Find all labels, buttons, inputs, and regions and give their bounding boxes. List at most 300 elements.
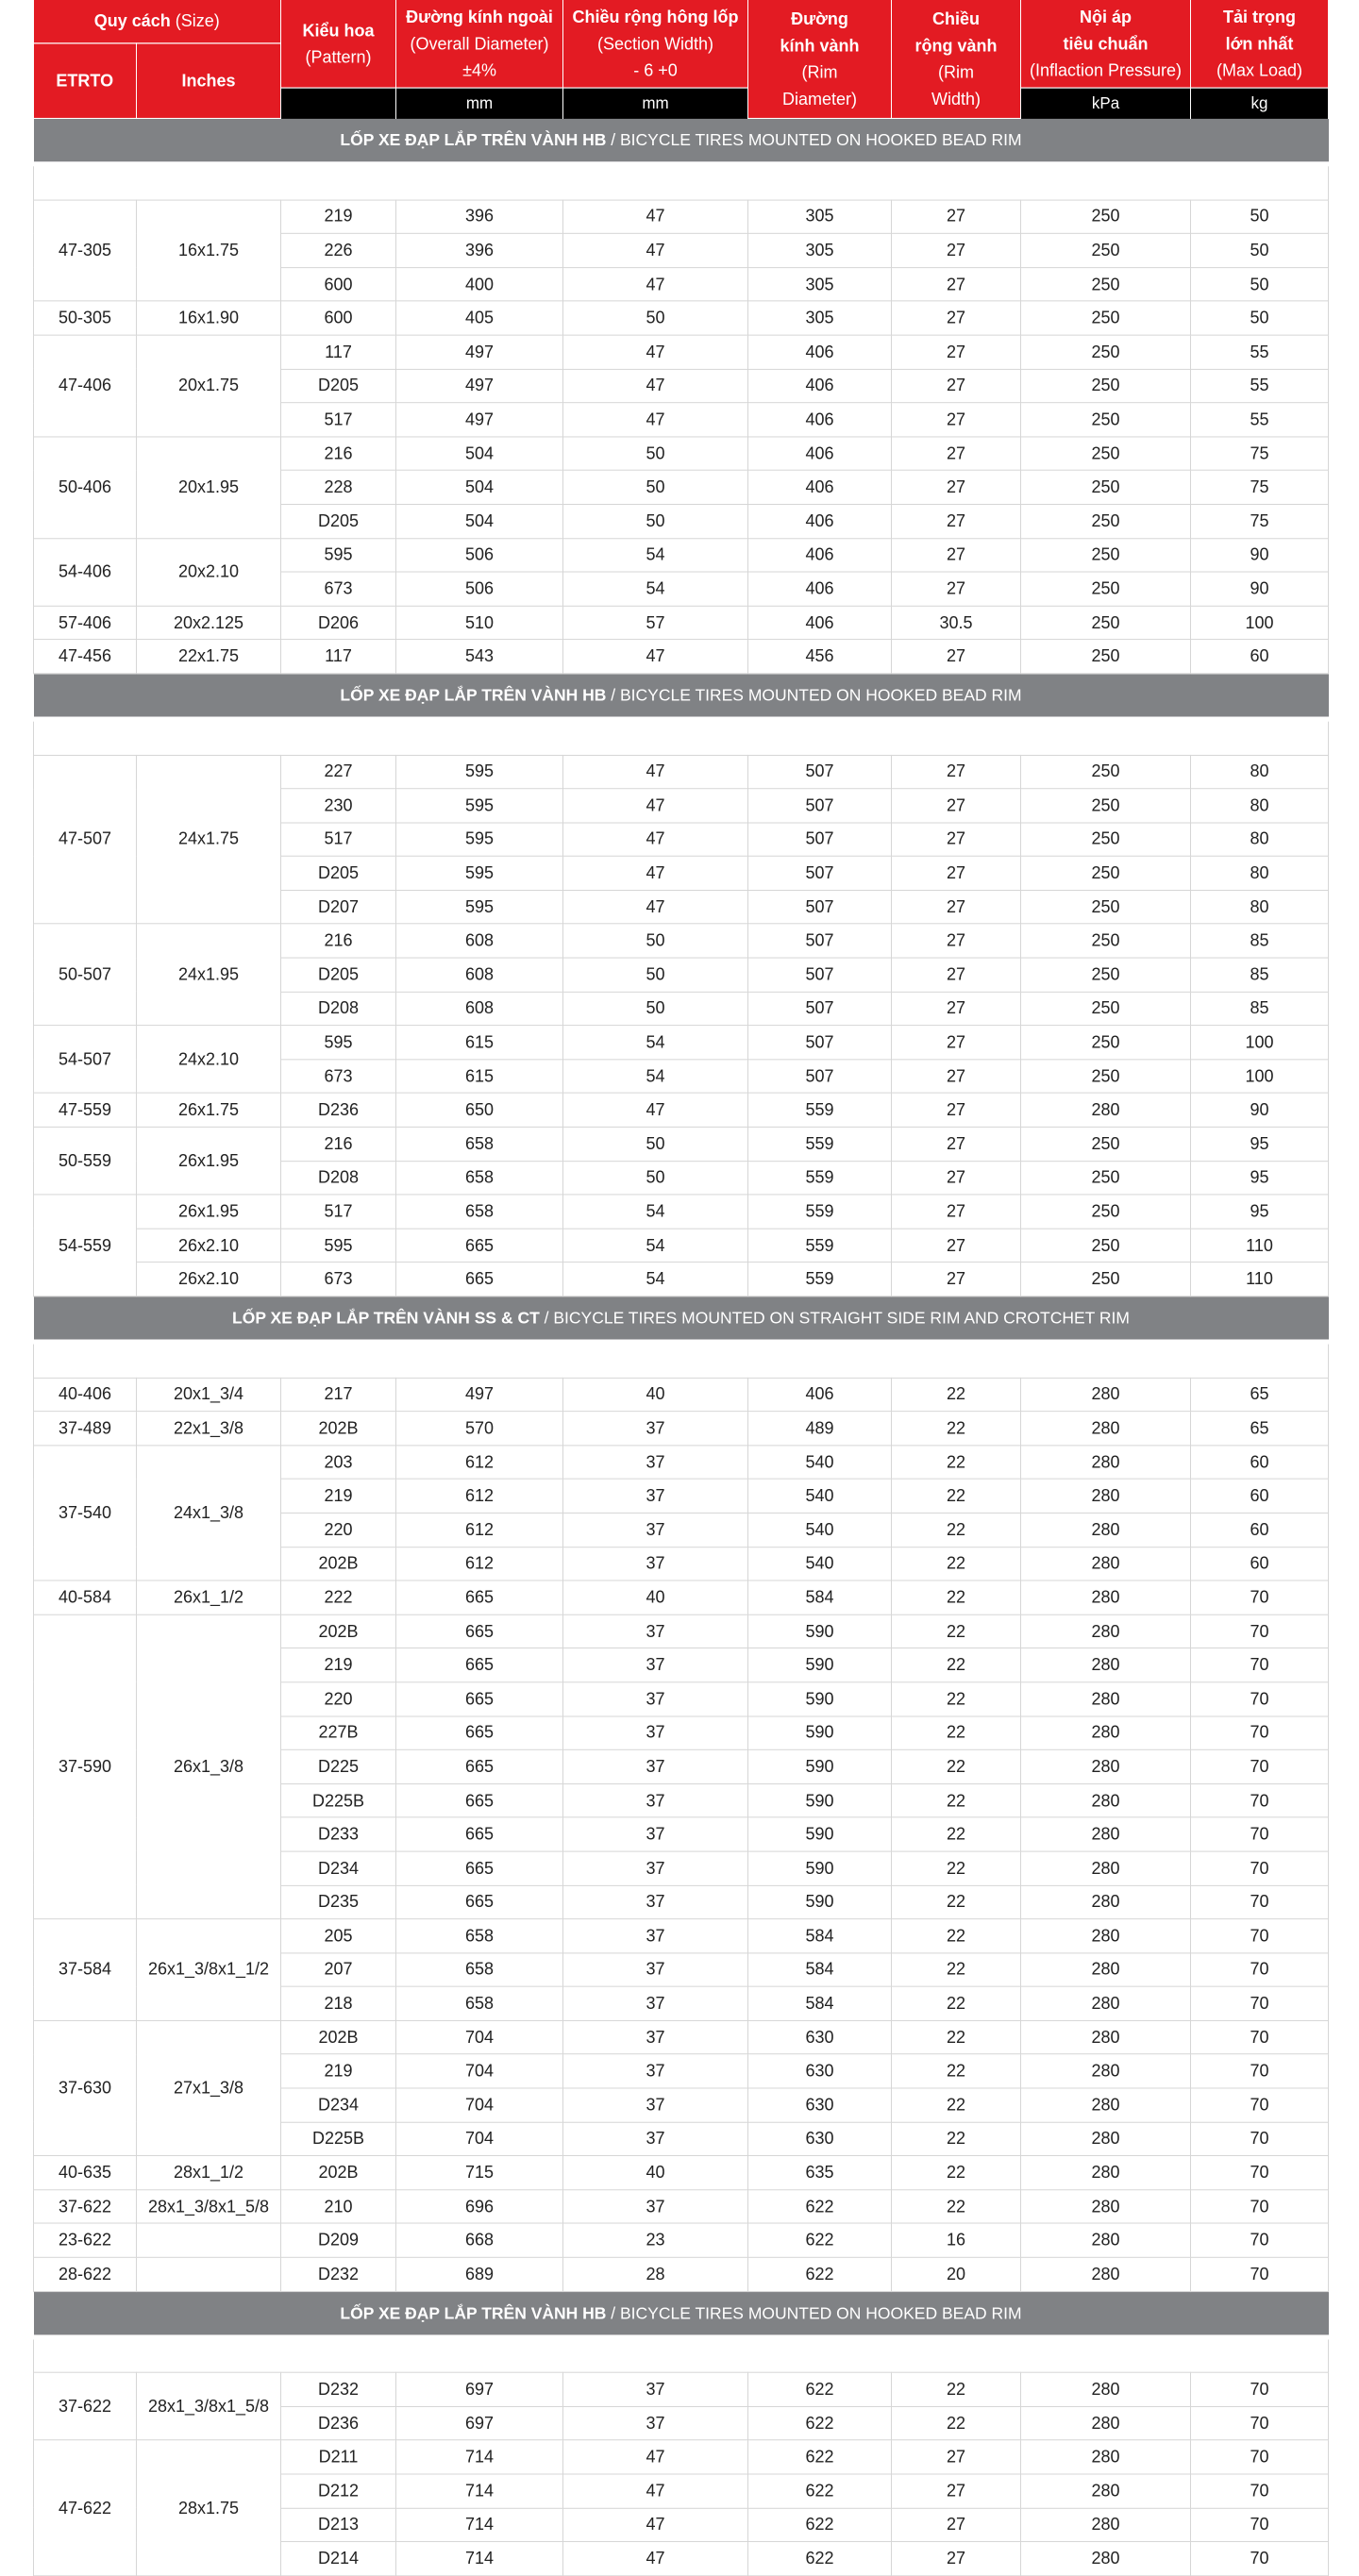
- rim-width-cell: 22: [892, 1783, 1021, 1817]
- rim-width-cell: 27: [892, 924, 1021, 958]
- rim-width-cell: 30.5: [892, 606, 1021, 640]
- spacer-row: [34, 164, 1329, 200]
- section-title-en: / BICYCLE TIRES MOUNTED ON HOOKED BEAD RIM: [606, 2302, 1022, 2322]
- rim-width-cell: 22: [892, 1682, 1021, 1716]
- section-width-cell: 54: [563, 572, 748, 606]
- pattern-cell: D233: [281, 1817, 396, 1851]
- etrto-cell: 47-456: [34, 640, 137, 674]
- section-width-cell: 47: [563, 823, 748, 857]
- rim-width-cell: 22: [892, 1817, 1021, 1851]
- overall-diameter-cell: 506: [396, 538, 563, 572]
- etrto-cell: 37-590: [34, 1614, 137, 1919]
- overall-diameter-cell: 658: [396, 1161, 563, 1195]
- table-row: [34, 924, 1329, 958]
- overall-diameter-cell: 612: [396, 1480, 563, 1514]
- pattern-cell: 219: [281, 200, 396, 234]
- pattern-cell: 202B: [281, 1614, 396, 1648]
- rim-width-cell: 27: [892, 200, 1021, 234]
- inches-cell: 26x2.10: [137, 1263, 281, 1296]
- table-header: [34, 0, 1329, 118]
- section-title-vi: LỐP XE ĐẠP LẮP TRÊN VÀNH HB: [340, 2302, 607, 2322]
- inflation-pressure-cell: 250: [1021, 1229, 1191, 1263]
- spacer-cell: [34, 164, 1329, 200]
- inflation-pressure-header-en: (Inflaction Pressure): [1029, 60, 1183, 80]
- overall-diameter-header-vi: Đường kính ngoài: [406, 7, 553, 26]
- section-width-cell: 54: [563, 1229, 748, 1263]
- max-load-cell: 70: [1191, 2474, 1329, 2508]
- inches-cell: 20x1_3/4: [137, 1378, 281, 1412]
- etrto-cell: 37-584: [34, 1919, 137, 2021]
- max-load-cell: 70: [1191, 2372, 1329, 2406]
- section-width-cell: 47: [563, 234, 748, 268]
- inflation-pressure-cell: 280: [1021, 1614, 1191, 1648]
- pattern-cell: 202B: [281, 1547, 396, 1581]
- pattern-cell: D208: [281, 992, 396, 1026]
- rim-width-cell: 22: [892, 1986, 1021, 2020]
- overall-diameter-cell: 608: [396, 992, 563, 1026]
- pattern-cell: 219: [281, 1480, 396, 1514]
- rim-width-cell: 27: [892, 369, 1021, 403]
- pattern-cell: D232: [281, 2257, 396, 2291]
- max-load-cell: 75: [1191, 437, 1329, 471]
- rim-diameter-cell: 622: [748, 2257, 892, 2291]
- rim-width-cell: 22: [892, 2156, 1021, 2190]
- section-width-cell: 50: [563, 1161, 748, 1195]
- rim-width-cell: 22: [892, 1513, 1021, 1547]
- inflation-pressure-cell: 250: [1021, 890, 1191, 924]
- rim-diameter-cell: 590: [748, 1817, 892, 1851]
- section-width-cell: 50: [563, 924, 748, 958]
- rim-width-cell: 27: [892, 2508, 1021, 2542]
- spacer-cell: [34, 2337, 1329, 2373]
- pattern-cell: D205: [281, 857, 396, 891]
- inflation-pressure-cell: 250: [1021, 335, 1191, 369]
- pattern-cell: 595: [281, 538, 396, 572]
- section-title-vi: LỐP XE ĐẠP LẮP TRÊN VÀNH HB: [340, 685, 607, 705]
- inches-cell: 26x1.95: [137, 1127, 281, 1195]
- max-load-cell: 70: [1191, 2156, 1329, 2190]
- section-header-group: [34, 118, 1329, 163]
- rim-diameter-cell: 507: [748, 1060, 892, 1094]
- pattern-cell: 219: [281, 2054, 396, 2088]
- inches-cell: 22x1.75: [137, 640, 281, 674]
- rim-width-cell: 22: [892, 1885, 1021, 1919]
- pattern-cell: 517: [281, 823, 396, 857]
- inflation-pressure-cell: 280: [1021, 1547, 1191, 1581]
- section-width-cell: 47: [563, 1094, 748, 1128]
- pattern-cell: 227: [281, 755, 396, 789]
- max-load-cell: 75: [1191, 504, 1329, 538]
- inflation-pressure-cell: 280: [1021, 2122, 1191, 2156]
- section-width-cell: 50: [563, 504, 748, 538]
- rim-diameter-cell: 635: [748, 2156, 892, 2190]
- section-width-cell: 54: [563, 1195, 748, 1229]
- pattern-cell: D205: [281, 369, 396, 403]
- max-load-cell: 85: [1191, 924, 1329, 958]
- section-width-cell: 40: [563, 2156, 748, 2190]
- pattern-cell: 595: [281, 1229, 396, 1263]
- rim-width-cell: 22: [892, 1412, 1021, 1446]
- max-load-cell: 90: [1191, 538, 1329, 572]
- rim-diameter-cell: 559: [748, 1195, 892, 1229]
- rim-width-cell: 27: [892, 2542, 1021, 2576]
- section-width-cell: 50: [563, 958, 748, 992]
- rim-diameter-cell: 590: [748, 1716, 892, 1750]
- rim-diameter-cell: 305: [748, 234, 892, 268]
- inches-cell: 26x1.95: [137, 1195, 281, 1229]
- inflation-pressure-cell: 280: [1021, 1094, 1191, 1128]
- rim-diameter-cell: 584: [748, 1986, 892, 2020]
- rim-diameter-cell: 630: [748, 2020, 892, 2054]
- rim-width-cell: 22: [892, 2020, 1021, 2054]
- section-width-cell: 47: [563, 640, 748, 674]
- overall-diameter-cell: 697: [396, 2406, 563, 2440]
- overall-diameter-cell: 696: [396, 2190, 563, 2224]
- section-width-header: [563, 0, 748, 88]
- inflation-pressure-cell: 280: [1021, 1480, 1191, 1514]
- rim-diameter-cell: 406: [748, 504, 892, 538]
- max-load-cell: 70: [1191, 1648, 1329, 1682]
- overall-diameter-tolerance: ±4%: [462, 60, 496, 80]
- overall-diameter-cell: 497: [396, 403, 563, 437]
- table-row: [34, 1263, 1329, 1296]
- rim-width-cell: 27: [892, 1161, 1021, 1195]
- section-width-cell: 47: [563, 2440, 748, 2474]
- rim-diameter-cell: 305: [748, 267, 892, 301]
- table-row: [34, 1378, 1329, 1412]
- section-width-cell: 47: [563, 890, 748, 924]
- table-row: [34, 2372, 1329, 2406]
- pattern-cell: D206: [281, 606, 396, 640]
- rim-diameter-header-en-1: (Rim: [801, 62, 838, 82]
- rim-diameter-cell: 622: [748, 2542, 892, 2576]
- inches-cell: 26x2.10: [137, 1229, 281, 1263]
- overall-diameter-cell: 396: [396, 200, 563, 234]
- rim-diameter-cell: 559: [748, 1161, 892, 1195]
- inflation-pressure-cell: 280: [1021, 2156, 1191, 2190]
- pattern-cell: 202B: [281, 2020, 396, 2054]
- inflation-pressure-cell: 280: [1021, 2223, 1191, 2257]
- overall-diameter-cell: 612: [396, 1446, 563, 1480]
- rim-diameter-cell: 507: [748, 823, 892, 857]
- max-load-cell: 60: [1191, 1446, 1329, 1480]
- pattern-cell: 117: [281, 335, 396, 369]
- etrto-cell: 28-622: [34, 2257, 137, 2291]
- max-load-cell: 70: [1191, 2190, 1329, 2224]
- section-title-en: / BICYCLE TIRES MOUNTED ON STRAIGHT SIDE RIM AND CROTCHET RIM: [539, 1308, 1130, 1328]
- inches-cell: 24x1.95: [137, 924, 281, 1026]
- max-load-header-vi-1: Tải trọng: [1223, 7, 1297, 26]
- overall-diameter-cell: 504: [396, 504, 563, 538]
- max-load-cell: 70: [1191, 2223, 1329, 2257]
- rim-width-cell: 27: [892, 992, 1021, 1026]
- overall-diameter-cell: 665: [396, 1648, 563, 1682]
- overall-diameter-cell: 704: [396, 2122, 563, 2156]
- max-load-cell: 65: [1191, 1378, 1329, 1412]
- rim-width-cell: 27: [892, 403, 1021, 437]
- spacer-cell: [34, 719, 1329, 755]
- inches-cell: 28x1_3/8x1_5/8: [137, 2372, 281, 2440]
- spacer-row: [34, 1342, 1329, 1378]
- inflation-pressure-cell: 250: [1021, 1127, 1191, 1161]
- max-load-cell: 60: [1191, 1513, 1329, 1547]
- rim-diameter-cell: 406: [748, 606, 892, 640]
- overall-diameter-unit: mm: [396, 88, 563, 119]
- pattern-unit-cell: [281, 88, 396, 119]
- overall-diameter-cell: 615: [396, 1060, 563, 1094]
- inflation-pressure-cell: 280: [1021, 1446, 1191, 1480]
- pattern-cell: D234: [281, 2088, 396, 2122]
- table-row: [34, 1581, 1329, 1614]
- inflation-pressure-cell: 280: [1021, 2508, 1191, 2542]
- inflation-pressure-cell: 280: [1021, 2406, 1191, 2440]
- section-width-cell: 57: [563, 606, 748, 640]
- overall-diameter-cell: 658: [396, 1986, 563, 2020]
- max-load-cell: 85: [1191, 992, 1329, 1026]
- rim-diameter-cell: 456: [748, 640, 892, 674]
- section-width-cell: 37: [563, 2190, 748, 2224]
- table-row: [34, 1127, 1329, 1161]
- inflation-pressure-cell: 280: [1021, 2190, 1191, 2224]
- etrto-cell: 50-507: [34, 924, 137, 1026]
- inches-cell: 28x1.75: [137, 2440, 281, 2575]
- pattern-cell: 205: [281, 1919, 396, 1953]
- rim-width-cell: 27: [892, 1229, 1021, 1263]
- section-header-group: [34, 2291, 1329, 2336]
- pattern-cell: D207: [281, 890, 396, 924]
- table-row: [34, 2223, 1329, 2257]
- max-load-cell: 80: [1191, 857, 1329, 891]
- inflation-pressure-cell: 280: [1021, 1682, 1191, 1716]
- section-width-unit: mm: [563, 88, 748, 119]
- tire-spec-table: [33, 0, 1329, 2576]
- table-row: [34, 301, 1329, 335]
- etrto-cell: 37-489: [34, 1412, 137, 1446]
- max-load-cell: 70: [1191, 1851, 1329, 1885]
- section-width-cell: 47: [563, 369, 748, 403]
- section-width-cell: 37: [563, 1614, 748, 1648]
- section-width-cell: 37: [563, 1648, 748, 1682]
- overall-diameter-cell: 504: [396, 471, 563, 505]
- pattern-cell: 222: [281, 1581, 396, 1614]
- inflation-pressure-cell: 280: [1021, 1648, 1191, 1682]
- section-data: [34, 1342, 1329, 2291]
- overall-diameter-cell: 612: [396, 1547, 563, 1581]
- section-header: [34, 118, 1329, 163]
- rim-diameter-cell: 540: [748, 1480, 892, 1514]
- pattern-cell: 517: [281, 1195, 396, 1229]
- rim-width-cell: 27: [892, 1060, 1021, 1094]
- pattern-cell: 216: [281, 437, 396, 471]
- rim-width-header-en-1: (Rim: [938, 62, 975, 82]
- rim-width-cell: 27: [892, 301, 1021, 335]
- max-load-cell: 80: [1191, 890, 1329, 924]
- section-width-cell: 37: [563, 1986, 748, 2020]
- rim-diameter-cell: 590: [748, 1783, 892, 1817]
- max-load-cell: 70: [1191, 2088, 1329, 2122]
- max-load-cell: 70: [1191, 2440, 1329, 2474]
- inflation-pressure-cell: 250: [1021, 471, 1191, 505]
- section-width-cell: 47: [563, 755, 748, 789]
- overall-diameter-cell: 704: [396, 2020, 563, 2054]
- pattern-cell: 203: [281, 1446, 396, 1480]
- rim-width-cell: 27: [892, 823, 1021, 857]
- inches-cell: 26x1_1/2: [137, 1581, 281, 1614]
- inches-cell: 26x1_3/8: [137, 1614, 281, 1919]
- etrto-cell: 57-406: [34, 606, 137, 640]
- max-load-cell: 70: [1191, 1716, 1329, 1750]
- etrto-cell: 47-406: [34, 335, 137, 437]
- section-header-group: [34, 1296, 1329, 1342]
- rim-width-cell: 27: [892, 471, 1021, 505]
- overall-diameter-cell: 543: [396, 640, 563, 674]
- inches-cell: 26x1_3/8x1_1/2: [137, 1919, 281, 2021]
- overall-diameter-cell: 400: [396, 267, 563, 301]
- etrto-cell: 23-622: [34, 2223, 137, 2257]
- max-load-cell: 90: [1191, 572, 1329, 606]
- rim-width-cell: 27: [892, 1127, 1021, 1161]
- rim-diameter-cell: 559: [748, 1229, 892, 1263]
- pattern-cell: 207: [281, 1953, 396, 1987]
- inflation-pressure-cell: 280: [1021, 1919, 1191, 1953]
- max-load-cell: 95: [1191, 1127, 1329, 1161]
- max-load-cell: 80: [1191, 789, 1329, 823]
- section-header-row: [34, 674, 1329, 719]
- overall-diameter-cell: 506: [396, 572, 563, 606]
- rim-width-cell: 27: [892, 1094, 1021, 1128]
- overall-diameter-cell: 612: [396, 1513, 563, 1547]
- max-load-cell: 70: [1191, 2257, 1329, 2291]
- max-load-cell: 50: [1191, 234, 1329, 268]
- inflation-pressure-cell: 280: [1021, 1412, 1191, 1446]
- table-row: [34, 1094, 1329, 1128]
- inches-cell: 26x1.75: [137, 1094, 281, 1128]
- inflation-pressure-cell: 280: [1021, 1986, 1191, 2020]
- max-load-cell: 70: [1191, 2406, 1329, 2440]
- size-header: [34, 0, 281, 42]
- section-width-cell: 37: [563, 1817, 748, 1851]
- inches-cell: 24x1_3/8: [137, 1446, 281, 1581]
- inflation-pressure-cell: 280: [1021, 1885, 1191, 1919]
- overall-diameter-cell: 497: [396, 335, 563, 369]
- rim-diameter-cell: 540: [748, 1446, 892, 1480]
- inflation-pressure-cell: 250: [1021, 538, 1191, 572]
- pattern-cell: D234: [281, 1851, 396, 1885]
- max-load-cell: 60: [1191, 640, 1329, 674]
- section-width-header-vi: Chiều rộng hông lốp: [572, 7, 739, 26]
- section-width-cell: 37: [563, 1783, 748, 1817]
- inflation-pressure-cell: 250: [1021, 1026, 1191, 1060]
- etrto-cell: 54-507: [34, 1026, 137, 1094]
- rim-width-cell: 27: [892, 1195, 1021, 1229]
- max-load-cell: 70: [1191, 2020, 1329, 2054]
- table-row: [34, 1229, 1329, 1263]
- section-width-cell: 37: [563, 1885, 748, 1919]
- rim-diameter-cell: 590: [748, 1682, 892, 1716]
- section-width-cell: 50: [563, 471, 748, 505]
- max-load-cell: 100: [1191, 1060, 1329, 1094]
- section-width-cell: 50: [563, 437, 748, 471]
- inflation-pressure-cell: 280: [1021, 2020, 1191, 2054]
- table-row: [34, 1919, 1329, 1953]
- rim-diameter-cell: 406: [748, 1378, 892, 1412]
- section-width-cell: 23: [563, 2223, 748, 2257]
- section-header-group: [34, 674, 1329, 719]
- rim-width-cell: 22: [892, 1953, 1021, 1987]
- rim-width-cell: 22: [892, 2088, 1021, 2122]
- rim-width-cell: 22: [892, 1480, 1021, 1514]
- spacer-row: [34, 719, 1329, 755]
- etrto-cell: 47-559: [34, 1094, 137, 1128]
- inflation-pressure-cell: 280: [1021, 2054, 1191, 2088]
- size-header-vi: Quy cách: [93, 11, 171, 31]
- max-load-cell: 110: [1191, 1263, 1329, 1296]
- etrto-cell: 40-406: [34, 1378, 137, 1412]
- inches-cell: 24x2.10: [137, 1026, 281, 1094]
- inflation-pressure-cell: 250: [1021, 403, 1191, 437]
- section-data: [34, 164, 1329, 674]
- overall-diameter-cell: 595: [396, 789, 563, 823]
- overall-diameter-cell: 665: [396, 1581, 563, 1614]
- inflation-pressure-cell: 250: [1021, 1060, 1191, 1094]
- overall-diameter-cell: 608: [396, 924, 563, 958]
- overall-diameter-cell: 689: [396, 2257, 563, 2291]
- rim-width-cell: 27: [892, 1026, 1021, 1060]
- rim-diameter-cell: 559: [748, 1094, 892, 1128]
- section-width-cell: 37: [563, 2020, 748, 2054]
- overall-diameter-cell: 658: [396, 1953, 563, 1987]
- pattern-cell: 673: [281, 1060, 396, 1094]
- inflation-pressure-cell: 250: [1021, 234, 1191, 268]
- table-row: [34, 2440, 1329, 2474]
- etrto-cell: 37-540: [34, 1446, 137, 1581]
- overall-diameter-cell: 405: [396, 301, 563, 335]
- table-row: [34, 335, 1329, 369]
- overall-diameter-cell: 714: [396, 2474, 563, 2508]
- rim-diameter-cell: 622: [748, 2223, 892, 2257]
- section-width-cell: 47: [563, 2508, 748, 2542]
- max-load-cell: 70: [1191, 2122, 1329, 2156]
- rim-diameter-cell: 406: [748, 572, 892, 606]
- overall-diameter-cell: 595: [396, 755, 563, 789]
- rim-width-cell: 27: [892, 958, 1021, 992]
- etrto-cell: 37-630: [34, 2020, 137, 2155]
- section-width-cell: 40: [563, 1378, 748, 1412]
- inches-cell: 20x2.10: [137, 538, 281, 606]
- section-width-cell: 37: [563, 2122, 748, 2156]
- overall-diameter-cell: 714: [396, 2542, 563, 2576]
- section-width-cell: 47: [563, 403, 748, 437]
- rim-width-cell: 22: [892, 1716, 1021, 1750]
- rim-diameter-header-en-2: Diameter): [782, 89, 858, 109]
- section-title-en: / BICYCLE TIRES MOUNTED ON HOOKED BEAD RIM: [606, 130, 1022, 150]
- rim-width-cell: 22: [892, 1446, 1021, 1480]
- rim-width-cell: 22: [892, 2372, 1021, 2406]
- rim-diameter-cell: 584: [748, 1953, 892, 1987]
- inches-cell: [137, 2257, 281, 2291]
- inflation-pressure-cell: 250: [1021, 857, 1191, 891]
- max-load-cell: 90: [1191, 1094, 1329, 1128]
- rim-width-header: [892, 0, 1021, 118]
- rim-width-cell: 27: [892, 640, 1021, 674]
- section-width-cell: 47: [563, 200, 748, 234]
- section-width-tolerance: - 6 +0: [633, 60, 678, 80]
- rim-width-cell: 27: [892, 2440, 1021, 2474]
- pattern-cell: 202B: [281, 1412, 396, 1446]
- rim-diameter-cell: 590: [748, 1648, 892, 1682]
- rim-width-cell: 27: [892, 437, 1021, 471]
- overall-diameter-cell: 658: [396, 1195, 563, 1229]
